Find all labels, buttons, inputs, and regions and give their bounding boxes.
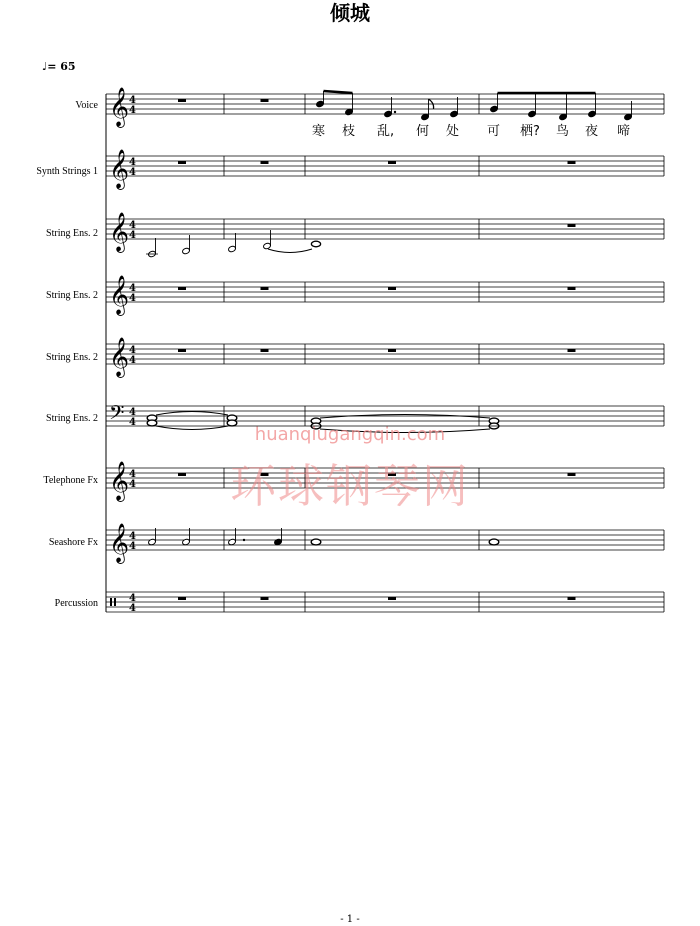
- augmentation-dot: [243, 539, 245, 541]
- time-signature-numerator: 4: [129, 345, 136, 356]
- score-title: 倾城: [330, 1, 370, 25]
- staff-label-string-ens-1: String Ens. 2: [46, 228, 98, 239]
- treble-clef-icon: 𝄞: [109, 87, 130, 127]
- note-beam: [324, 91, 353, 93]
- lyric-syllable: 处: [446, 124, 460, 139]
- percussion-clef-icon: [114, 598, 116, 606]
- time-signature-denominator: 4: [129, 293, 136, 304]
- whole-rest: [178, 287, 186, 290]
- lyric-syllable: 枝: [342, 124, 356, 139]
- time-signature-denominator: 4: [129, 479, 136, 490]
- treble-clef-icon: 𝄞: [109, 461, 130, 501]
- staff-label-voice: Voice: [75, 100, 98, 111]
- note-head: [450, 110, 459, 117]
- whole-rest: [261, 99, 269, 102]
- whole-note-head: [311, 539, 321, 545]
- lyric-syllable: 可: [487, 124, 501, 139]
- lyric-syllable: 夜: [585, 124, 599, 139]
- whole-rest: [261, 287, 269, 290]
- time-signature-denominator: 4: [129, 541, 136, 552]
- whole-rest: [261, 349, 269, 352]
- lyric-syllable: 乱,: [377, 124, 395, 139]
- page-number: - 1 -: [340, 914, 360, 925]
- time-signature-numerator: 4: [129, 220, 136, 231]
- note-head: [182, 247, 191, 254]
- quarter-note-icon: ♩: [42, 60, 48, 73]
- tie: [268, 249, 312, 253]
- whole-rest: [178, 349, 186, 352]
- whole-rest: [568, 287, 576, 290]
- note-head: [182, 538, 191, 545]
- treble-clef-icon: 𝄞: [109, 523, 130, 563]
- lyric-syllable: 啼: [617, 124, 631, 139]
- whole-rest: [568, 349, 576, 352]
- time-signature-numerator: 4: [129, 469, 136, 480]
- note-head: [274, 538, 283, 545]
- note-head: [588, 110, 597, 117]
- note-head: [490, 105, 499, 112]
- bass-clef-icon: 𝄢: [109, 401, 125, 429]
- staff-label-string-ens-4: String Ens. 2: [46, 413, 98, 424]
- treble-clef-icon: 𝄞: [109, 275, 130, 315]
- note-head: [528, 110, 537, 117]
- time-signature-numerator: 4: [129, 283, 136, 294]
- time-signature-denominator: 4: [129, 230, 136, 241]
- watermark-url: huanqiugangqin.com: [254, 424, 446, 445]
- note-head: [263, 242, 272, 249]
- whole-rest: [388, 349, 396, 352]
- lyric-syllable: 何: [416, 124, 430, 139]
- staff-label-string-ens-3: String Ens. 2: [46, 352, 98, 363]
- time-signature-numerator: 4: [129, 593, 136, 604]
- time-signature-numerator: 4: [129, 157, 136, 168]
- time-signature-numerator: 4: [129, 531, 136, 542]
- time-signature-denominator: 4: [129, 417, 136, 428]
- whole-rest: [261, 161, 269, 164]
- staff-label-seashore-fx: Seashore Fx: [48, 537, 98, 548]
- lyric-syllable: 鸟: [556, 124, 570, 139]
- whole-rest: [568, 161, 576, 164]
- time-signature-denominator: 4: [129, 105, 136, 116]
- treble-clef-icon: 𝄞: [109, 337, 130, 377]
- note-head: [624, 113, 633, 120]
- lyric-syllable: 寒: [312, 124, 326, 139]
- note-head: [345, 108, 354, 115]
- lyric-syllable: 栖?: [520, 124, 540, 139]
- whole-note-head: [311, 241, 320, 247]
- staff-label-percussion: Percussion: [54, 598, 98, 609]
- treble-clef-icon: 𝄞: [109, 212, 130, 252]
- whole-rest: [261, 597, 269, 600]
- tie: [156, 412, 228, 416]
- staff-label-synth-strings: Synth Strings 1: [36, 166, 98, 177]
- whole-rest: [388, 161, 396, 164]
- whole-rest: [178, 161, 186, 164]
- whole-rest: [388, 287, 396, 290]
- time-signature-numerator: 4: [129, 407, 136, 418]
- time-signature-denominator: 4: [129, 355, 136, 366]
- whole-rest: [178, 99, 186, 102]
- staff-label-telephone-fx: Telephone Fx: [43, 475, 98, 486]
- time-signature-numerator: 4: [129, 95, 136, 106]
- tempo-value: = 65: [47, 60, 76, 73]
- augmentation-dot: [394, 111, 396, 113]
- note-head: [228, 245, 237, 252]
- whole-rest: [178, 597, 186, 600]
- whole-note-head: [489, 539, 499, 545]
- note-head: [228, 538, 237, 545]
- note-head: [316, 100, 325, 107]
- treble-clef-icon: 𝄞: [109, 149, 130, 189]
- note-head: [384, 110, 393, 117]
- note-head: [421, 113, 430, 120]
- staff-label-string-ens-2: String Ens. 2: [46, 290, 98, 301]
- note-head: [148, 538, 157, 545]
- time-signature-denominator: 4: [129, 603, 136, 614]
- whole-rest: [568, 597, 576, 600]
- whole-rest: [568, 224, 576, 227]
- watermark-logo-text: 环球钢琴网: [230, 459, 470, 513]
- note-head: [559, 113, 568, 120]
- whole-rest: [388, 597, 396, 600]
- time-signature-denominator: 4: [129, 167, 136, 178]
- percussion-clef-icon: [110, 598, 112, 606]
